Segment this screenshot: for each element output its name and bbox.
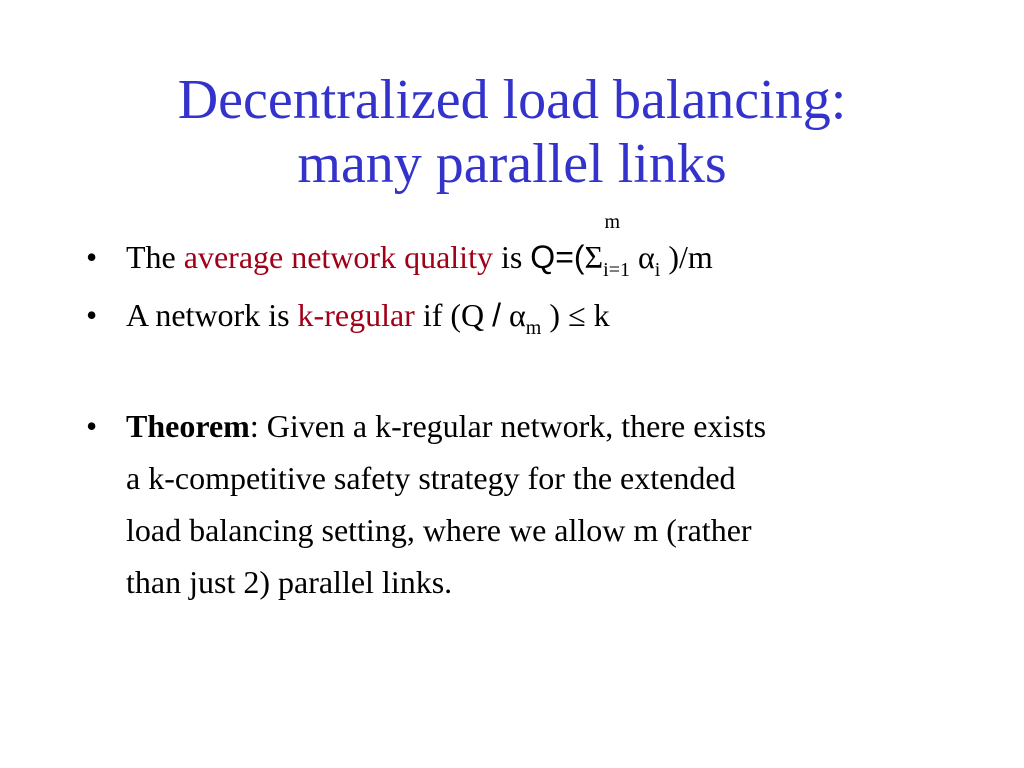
sigma-lower-limit: i=1: [603, 259, 630, 281]
highlight-term: average network quality: [183, 239, 493, 275]
bullet-suffix: ) ≤ k: [541, 297, 610, 333]
bullet-marker: •: [86, 408, 98, 444]
bullet-text: [126, 400, 926, 608]
alpha-symbol: α: [501, 297, 526, 333]
bullet-marker: •: [86, 239, 98, 275]
bullet-text: [126, 290, 926, 345]
theorem-line-3: load balancing setting, where we allow m (rather: [126, 512, 752, 548]
bullet-marker: •: [86, 297, 98, 333]
theorem-line-1: [126, 400, 926, 452]
theorem-line-4: than just 2) parallel links.: [126, 564, 453, 600]
bullet-middle: if (Q: [414, 297, 493, 333]
title-line-2: many parallel links: [297, 133, 727, 195]
formula-lhs: Q=(: [530, 239, 585, 275]
division-slash: /: [492, 297, 502, 333]
alpha-symbol: α: [630, 239, 655, 275]
theorem-line-2: a k-competitive safety strategy for the extended: [126, 460, 736, 496]
bullet-prefix: The: [126, 239, 184, 275]
sigma-upper-limit: m: [604, 211, 621, 233]
alpha-subscript: i: [654, 259, 661, 281]
slide-title: [0, 68, 1024, 196]
bullet-text: [126, 211, 926, 287]
formula-rhs: )/m: [660, 239, 713, 275]
theorem-text-1: : Given a k-regular network, there exists: [249, 408, 767, 444]
highlight-term: k-regular: [297, 297, 415, 333]
sigma-symbol: Σ: [584, 239, 604, 275]
alpha-subscript: m: [525, 317, 542, 339]
title-line-1: Decentralized load balancing:: [177, 69, 847, 131]
bullet-prefix: A network is: [126, 297, 298, 333]
bullet-middle: is: [492, 239, 531, 275]
theorem-label: Theorem: [126, 408, 250, 444]
